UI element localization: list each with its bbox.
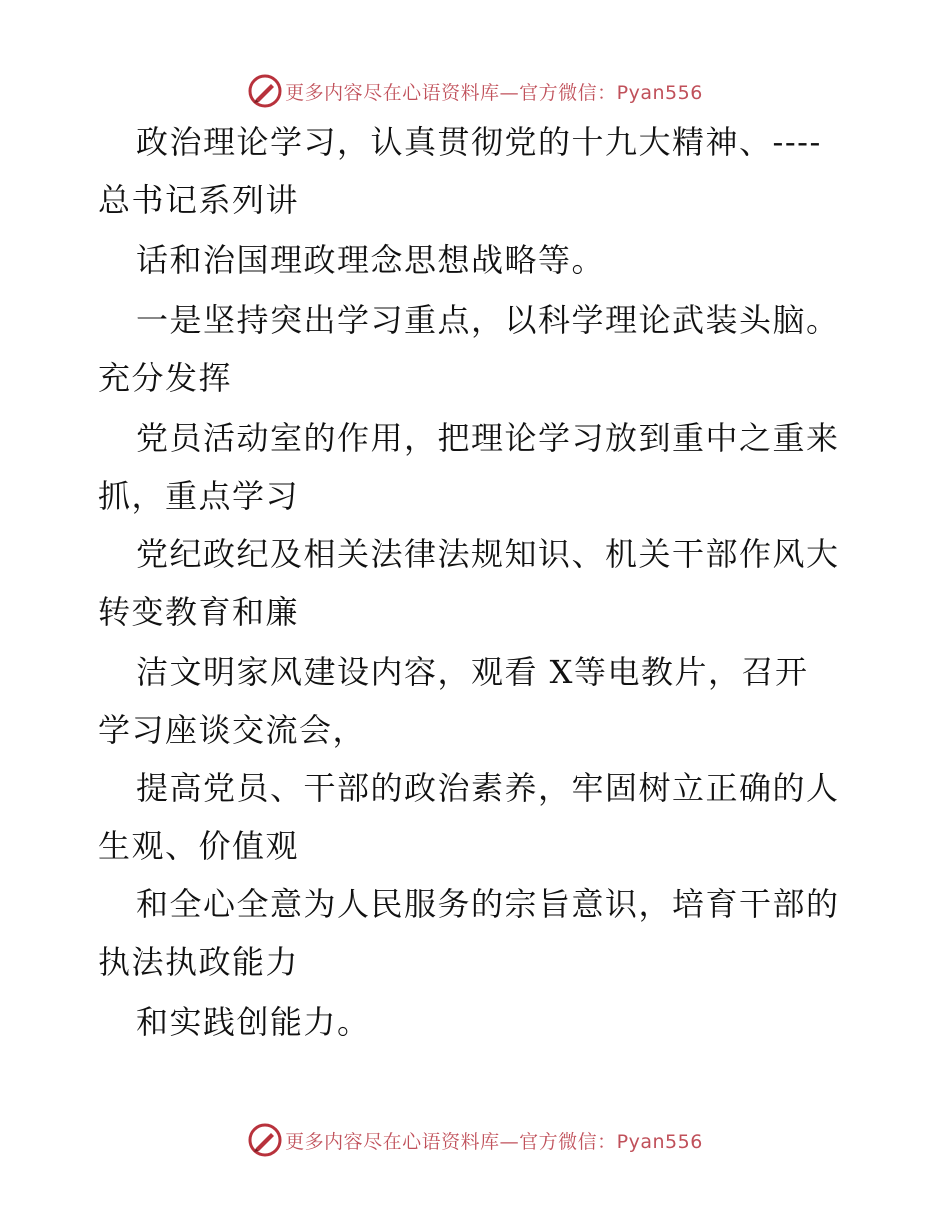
text-line: 党员活动室的作用，把理论学习放到重中之重来 (136, 419, 840, 457)
pen-logo-icon (247, 73, 283, 109)
text-line: 转变教育和廉 (98, 593, 300, 631)
header-banner (0, 71, 950, 111)
footer-banner (0, 1120, 950, 1160)
text-line: 提高党员、干部的政治素养，牢固树立正确的人 (136, 769, 840, 807)
text-line: 政治理论学习，认真贯彻党的十九大精神、---- (136, 123, 822, 161)
text-line: 学习座谈交流会， (98, 711, 367, 749)
text-line: 一是坚持突出学习重点，以科学理论武装头脑。 (136, 301, 840, 339)
text-line: 生观、价值观 (98, 827, 300, 865)
pen-logo-icon (247, 1122, 283, 1158)
text-line: 抓，重点学习 (98, 477, 300, 515)
text-line: 话和治国理政理念思想战略等。 (136, 241, 606, 279)
footer-text: 更多内容尽在心语资料库—官方微信：Pyan556 (285, 1130, 703, 1153)
text-line: 充分发挥 (98, 359, 233, 397)
text-line: 总书记系列讲 (98, 181, 300, 219)
text-line: 和全心全意为人民服务的宗旨意识，培育干部的 (136, 885, 840, 923)
text-line: 执法执政能力 (98, 943, 300, 981)
text-line: 和实践创能力。 (136, 1003, 371, 1041)
text-line: 党纪政纪及相关法律法规知识、机关干部作风大 (136, 535, 840, 573)
header-text: 更多内容尽在心语资料库—官方微信：Pyan556 (285, 81, 703, 104)
text-line: 洁文明家风建设内容，观看 X等电教片，召开 (136, 653, 809, 691)
